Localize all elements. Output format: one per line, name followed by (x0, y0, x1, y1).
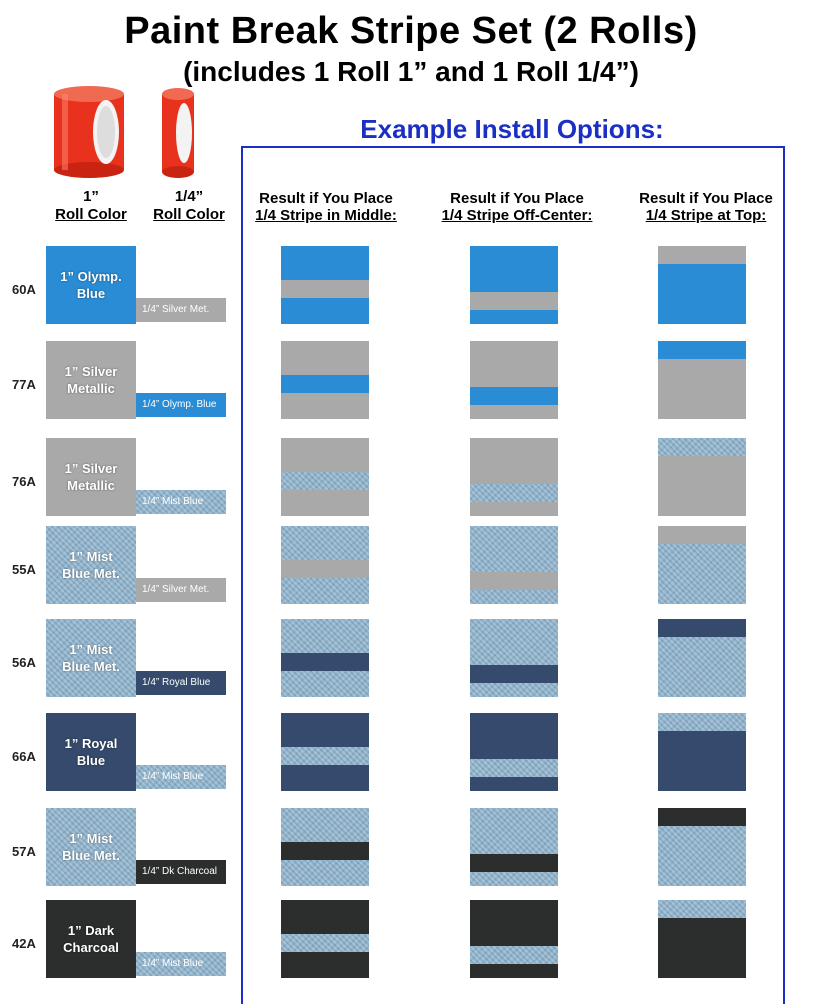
example-stripe (470, 387, 558, 405)
one-inch-roll-header (46, 188, 136, 224)
main-label-line1: 1” Mist (69, 549, 113, 564)
stripe-color-label: 1/4” Silver Met. (136, 578, 226, 602)
main-color-label (46, 922, 136, 956)
example-top (658, 438, 746, 516)
main-label-line2: Metallic (67, 478, 115, 493)
example-stripe (658, 246, 746, 264)
page-title: Paint Break Stripe Set (2 Rolls) (124, 10, 698, 52)
example-stripe (470, 665, 558, 683)
example-off-center (470, 808, 558, 886)
color-code: 55A (12, 562, 36, 577)
main-label-line1: 1” Mist (69, 642, 113, 657)
main-color-label (46, 268, 136, 302)
column-header-line1: Result if You Place (259, 190, 393, 207)
column-header-3 (626, 190, 786, 224)
example-stripe (658, 900, 746, 918)
example-off-center (470, 619, 558, 697)
quarter-size: 1/4” (174, 188, 204, 205)
example-stripe (658, 619, 746, 637)
column-header-line1: Result if You Place (450, 190, 584, 207)
main-label-line1: 1” Olymp. (60, 269, 122, 284)
column-header-1 (244, 190, 408, 224)
stripe-color-label: 1/4” Royal Blue (136, 671, 226, 695)
quarter-inch-roll-image (162, 88, 194, 178)
main-label-line1: 1” Dark (67, 923, 115, 938)
stripe-color-label: 1/4” Dk Charcoal (136, 860, 226, 884)
main-color-label (46, 548, 136, 582)
main-color-label (46, 460, 136, 494)
example-top (658, 713, 746, 791)
column-header-line2: 1/4 Stripe at Top: (645, 207, 767, 224)
main-color-label (46, 641, 136, 675)
main-label-line1: 1” Mist (69, 831, 113, 846)
color-code: 77A (12, 377, 36, 392)
stripe-color-label: 1/4” Mist Blue (136, 765, 226, 789)
main-label-line2: Blue Met. (62, 566, 120, 581)
main-label-line2: Charcoal (63, 940, 119, 955)
example-stripe (470, 572, 558, 590)
main-label-line1: 1” Silver (64, 364, 118, 379)
column-header-2 (430, 190, 604, 224)
example-stripe (658, 713, 746, 731)
main-label-line2: Blue (76, 753, 106, 768)
color-code: 56A (12, 655, 36, 670)
color-code: 42A (12, 936, 36, 951)
example-stripe (658, 341, 746, 359)
example-middle (281, 808, 369, 886)
color-code: 57A (12, 844, 36, 859)
color-code: 76A (12, 474, 36, 489)
color-code: 60A (12, 282, 36, 297)
example-stripe (470, 854, 558, 872)
main-label-line1: 1” Silver (64, 461, 118, 476)
quarter-roll-header (144, 188, 234, 224)
example-middle (281, 246, 369, 324)
main-color-label (46, 363, 136, 397)
main-label-line2: Metallic (67, 381, 115, 396)
example-stripe (281, 560, 369, 578)
color-code: 66A (12, 749, 36, 764)
example-stripe (281, 472, 369, 490)
example-off-center (470, 246, 558, 324)
example-middle (281, 619, 369, 697)
stripe-color-label: 1/4” Mist Blue (136, 490, 226, 514)
one-inch-roll-image (54, 86, 124, 178)
column-header-line1: Result if You Place (639, 190, 773, 207)
example-stripe (658, 526, 746, 544)
page-subtitle: (includes 1 Roll 1” and 1 Roll 1/4”) (183, 56, 639, 87)
stripe-color-label: 1/4” Olymp. Blue (136, 393, 226, 417)
stripe-color-label: 1/4” Mist Blue (136, 952, 226, 976)
main-color-label (46, 830, 136, 864)
example-top (658, 808, 746, 886)
example-stripe (281, 280, 369, 298)
example-middle (281, 341, 369, 419)
example-stripe (470, 946, 558, 964)
example-top (658, 900, 746, 978)
example-stripe (281, 375, 369, 393)
example-off-center (470, 713, 558, 791)
example-stripe (281, 934, 369, 952)
example-middle (281, 900, 369, 978)
example-top (658, 246, 746, 324)
one-inch-size: 1” (83, 188, 99, 205)
column-header-line2: 1/4 Stripe Off-Center: (441, 207, 593, 224)
example-install-title: Example Install Options: (360, 114, 664, 144)
example-stripe (470, 484, 558, 502)
main-label-line2: Blue Met. (62, 848, 120, 863)
one-inch-label: Roll Color (55, 206, 127, 223)
example-middle (281, 438, 369, 516)
column-header-line2: 1/4 Stripe in Middle: (255, 207, 397, 224)
example-top (658, 619, 746, 697)
example-stripe (281, 653, 369, 671)
example-stripe (470, 292, 558, 310)
example-stripe (658, 808, 746, 826)
example-off-center (470, 438, 558, 516)
example-top (658, 526, 746, 604)
example-top (658, 341, 746, 419)
example-stripe (658, 438, 746, 456)
example-middle (281, 713, 369, 791)
example-off-center (470, 341, 558, 419)
main-label-line2: Blue Met. (62, 659, 120, 674)
example-stripe (281, 842, 369, 860)
main-label-line1: 1” Royal (64, 736, 118, 751)
main-color-label (46, 735, 136, 769)
example-off-center (470, 900, 558, 978)
stripe-color-label: 1/4” Silver Met. (136, 298, 226, 322)
example-stripe (470, 759, 558, 777)
main-label-line2: Blue (76, 286, 106, 301)
example-stripe (281, 747, 369, 765)
quarter-label: Roll Color (153, 206, 225, 223)
example-middle (281, 526, 369, 604)
example-off-center (470, 526, 558, 604)
